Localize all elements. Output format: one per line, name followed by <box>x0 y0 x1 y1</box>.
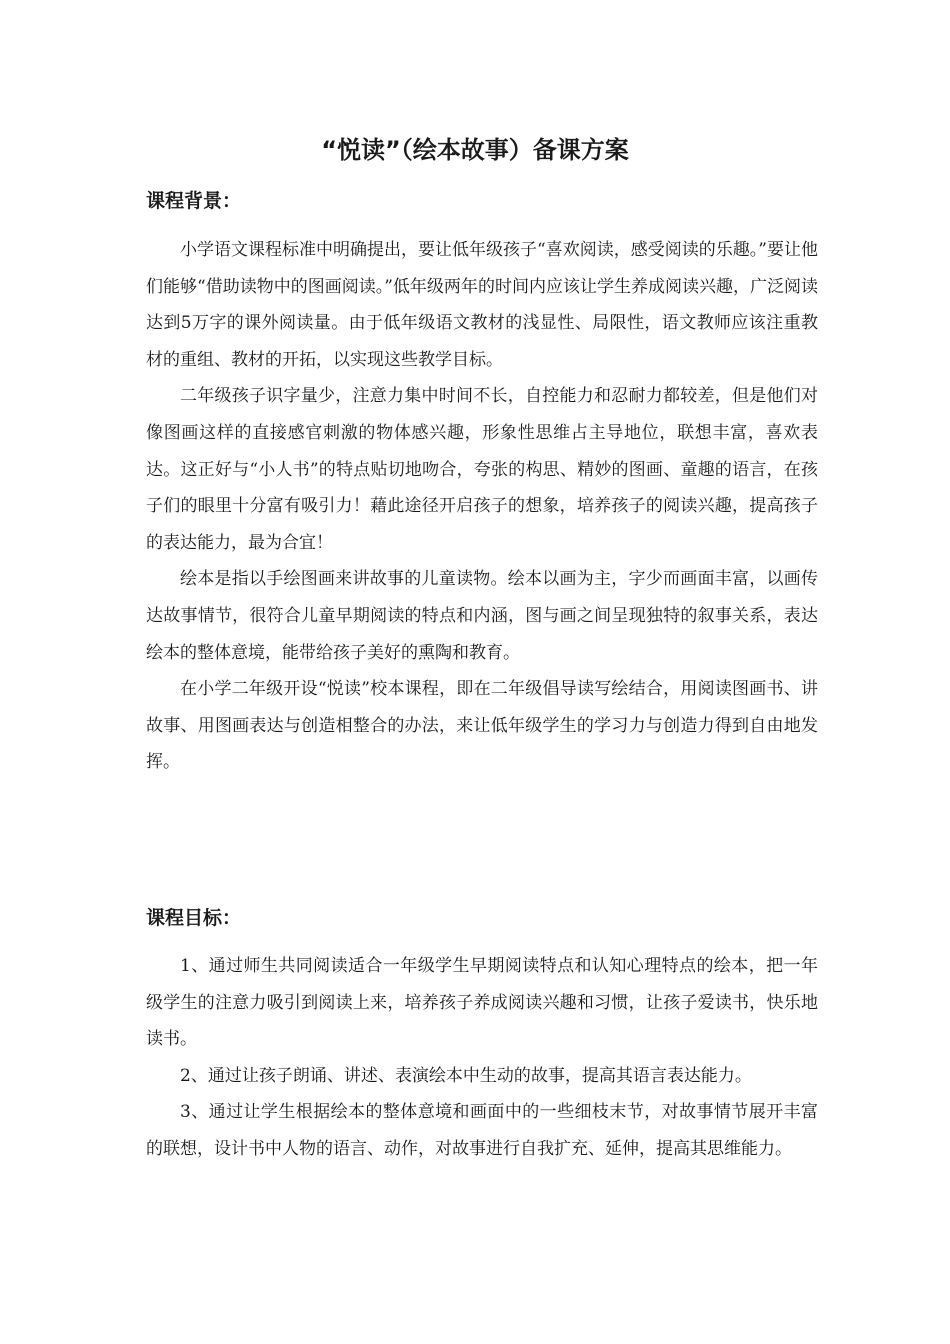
document-title: “悦读”（绘本故事）备课方案 <box>321 136 629 164</box>
section-heading-background: 课程背景： <box>146 190 242 212</box>
paragraph: 在小学二年级开设“悦读”校本课程，即在二年级倡导读写绘结合，用阅读图画书、讲故事、用图画表达与创造相整合的办法，来让低年级学生的学习力与创造力得到自由地发挥。 <box>146 679 818 773</box>
paragraph: 绘本是指以手绘图画来讲故事的儿童读物。绘本以画为主，字少而画面丰富，以画传达故事情节，很符合儿童早期阅读的特点和内涵，图与画之间呈现独特的叙事关系，表达绘本的整体意境，能带给孩子美好的熏陶和教育。 <box>146 569 818 663</box>
paragraph: 小学语文课程标准中明确提出，要让低年级孩子“喜欢阅读，感受阅读的乐趣。”要让他们能够“借助读物中的图画阅读。”低年级两年的时间内应该让学生养成阅读兴趣，广泛阅读达到5万字的课外阅读量。由于低年级语文教材的浅显性、局限性，语文教师应该注重教材的重组、教材的开拓，以实现这些教学目标。 <box>146 240 818 370</box>
paragraph: 二年级孩子识字量少，注意力集中时间不长，自控能力和忍耐力都较差，但是他们对像图画这样的直接感官刺激的物体感兴趣，形象性思维占主导地位，联想丰富，喜欢表达。这正好与“小人书”的特点贴切地吻合，夸张的构思、精妙的图画、童趣的语言，在孩子们的眼里十分富有吸引力！藉此途径开启孩子的想象，培养孩子的阅读兴趣，提高孩子的表达能力，最为合宜！ <box>146 386 818 553</box>
section-heading-goals: 课程目标： <box>146 907 242 929</box>
section-body-goals <box>146 948 818 1168</box>
paragraph: 1、通过师生共同阅读适合一年级学生早期阅读特点和认知心理特点的绘本，把一年级学生的注意力吸引到阅读上来，培养孩子养成阅读兴趣和习惯，让孩子爱读书，快乐地读书。 <box>146 956 818 1050</box>
paragraph: 3、通过让学生根据绘本的整体意境和画面中的一些细枝末节，对故事情节展开丰富的联想，设计书中人物的语言、动作，对故事进行自我扩充、延伸，提高其思维能力。 <box>146 1102 818 1159</box>
paragraph: 2、通过让孩子朗诵、讲述、表演绘本中生动的故事，提高其语言表达能力。 <box>180 1065 752 1086</box>
section-body-background <box>146 232 818 781</box>
